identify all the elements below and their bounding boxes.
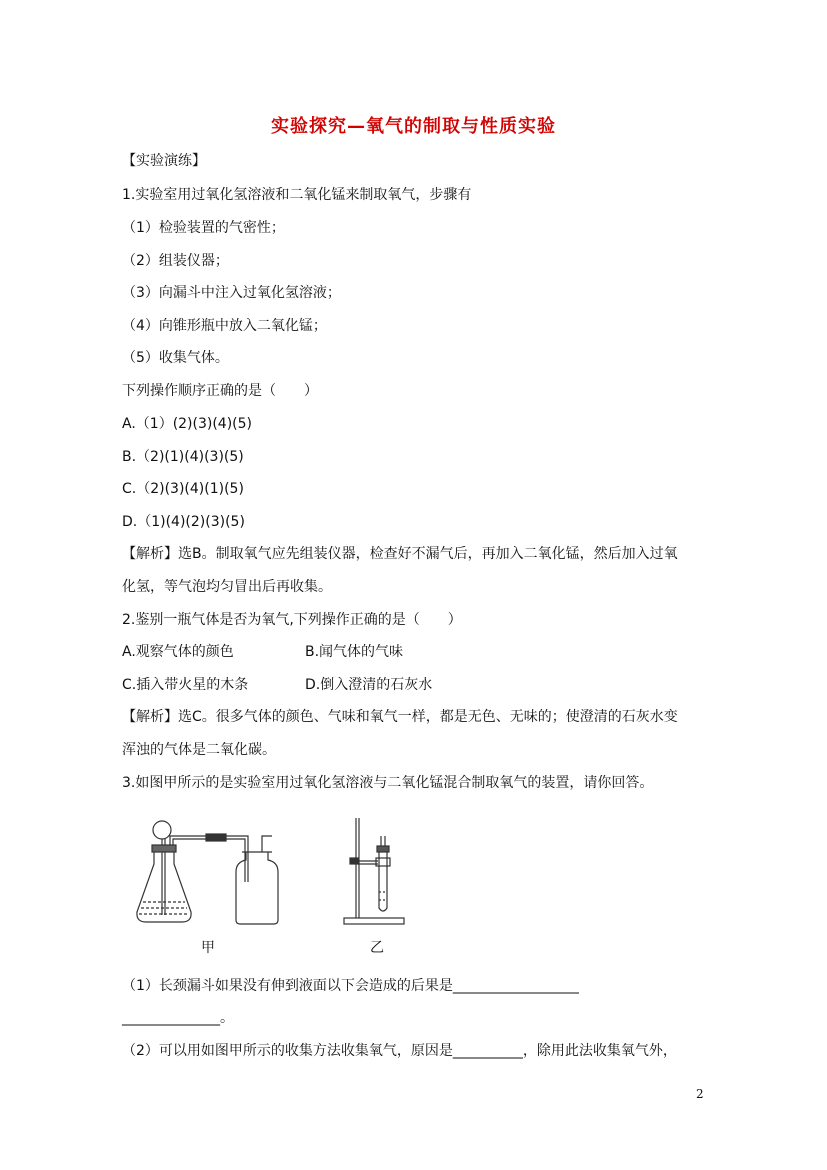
- apparatus-b-figure: [340, 812, 420, 932]
- q1-step-3: （3）向漏斗中注入过氧化氢溶液；: [122, 285, 341, 301]
- q1-analysis-line-1: 【解析】选B。制取氧气应先组装仪器，检查好不漏气后，再加入二氧化锰，然后加入过氧: [122, 546, 678, 562]
- q2-option-d: D.倒入澄清的石灰水: [305, 677, 433, 693]
- page-title: 实验探究—氧气的制取与性质实验: [271, 116, 556, 137]
- q2-analysis-line-1: 【解析】选C。很多气体的颜色、气味和氧气一样，都是无色、无味的；使澄清的石灰水变: [122, 709, 678, 725]
- q3-sub2: （2）可以用如图甲所示的收集方法收集氧气，原因是__________，除用此法收集氧气外，: [122, 1043, 677, 1059]
- q1-step-4: （4）向锥形瓶中放入二氧化锰；: [122, 318, 327, 334]
- q1-step-1: （1）检验装置的气密性；: [122, 220, 285, 236]
- q3-stem: 3.如图甲所示的是实验室用过氧化氢溶液与二氧化锰混合制取氧气的装置，请你回答。: [122, 775, 654, 791]
- q3-sub1-line-2: ______________。: [122, 1010, 234, 1026]
- q1-stem: 1.实验室用过氧化氢溶液和二氧化锰来制取氧气，步骤有: [122, 187, 472, 203]
- apparatus-a-figure: [134, 812, 304, 932]
- q1-option-c: C.（2)(3)(4)(1)(5): [122, 481, 244, 497]
- q1-option-d: D.（1)(4)(2)(3)(5): [122, 514, 245, 530]
- q2-option-c: C.插入带火星的木条: [122, 677, 249, 693]
- figure-label-a: 甲: [201, 940, 215, 956]
- q1-option-b: B.（2)(1)(4)(3)(5): [122, 449, 244, 465]
- q1-analysis-line-2: 化氢，等气泡均匀冒出后再收集。: [122, 579, 332, 595]
- q1-question: 下列操作顺序正确的是（ ）: [122, 383, 318, 399]
- q2-stem: 2.鉴别一瓶气体是否为氧气,下列操作正确的是（ ）: [122, 612, 462, 628]
- q2-analysis-line-2: 浑浊的气体是二氧化碳。: [122, 742, 276, 758]
- q3-sub1-line-1: （1）长颈漏斗如果没有伸到液面以下会造成的后果是__________________: [122, 978, 579, 994]
- q1-option-a: A.（1）(2)(3)(4)(5): [122, 416, 253, 432]
- q2-option-a: A.观察气体的颜色: [122, 644, 234, 660]
- page-number: 2: [696, 1087, 704, 1101]
- section-heading: 【实验演练】: [122, 153, 206, 169]
- q2-option-b: B.闻气体的气味: [305, 644, 404, 660]
- q1-step-5: （5）收集气体。: [122, 350, 229, 366]
- q1-step-2: （2）组装仪器；: [122, 253, 229, 269]
- figure-label-b: 乙: [370, 940, 384, 956]
